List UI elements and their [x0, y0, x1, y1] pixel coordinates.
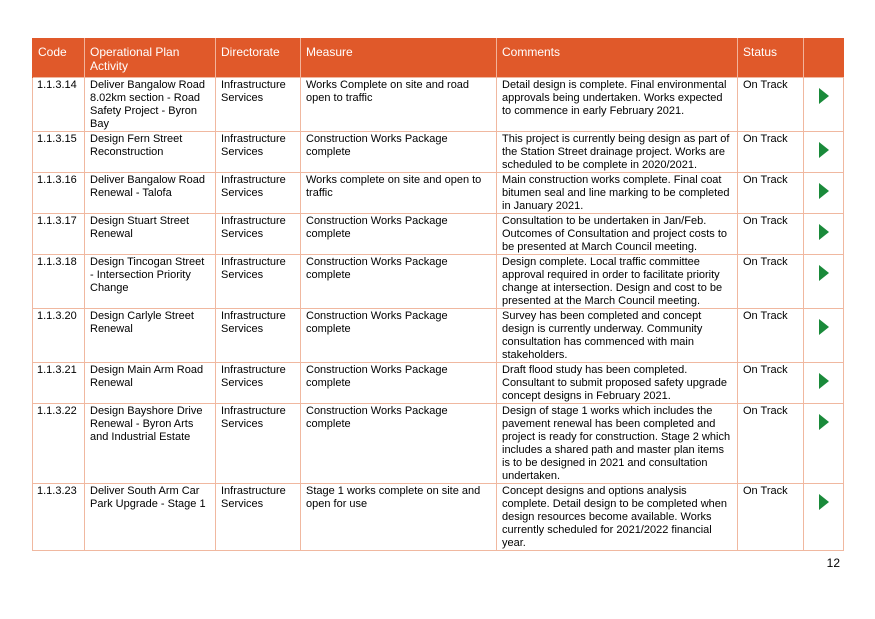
cell-directorate: Infrastructure Services [216, 363, 301, 404]
cell-activity: Design Carlyle Street Renewal [85, 309, 216, 363]
cell-action[interactable] [804, 255, 844, 309]
cell-directorate: Infrastructure Services [216, 132, 301, 173]
green-arrow-right-icon[interactable] [818, 494, 830, 510]
green-arrow-right-icon[interactable] [818, 319, 830, 335]
cell-action[interactable] [804, 214, 844, 255]
cell-comments: Concept designs and options analysis complete. Detail design to be completed when design resources become available. Works currently scheduled for 2021/2022 financial year. [497, 484, 738, 551]
cell-measure: Works complete on site and open to traffic [301, 173, 497, 214]
cell-action[interactable] [804, 363, 844, 404]
cell-measure: Construction Works Package complete [301, 255, 497, 309]
cell-action[interactable] [804, 132, 844, 173]
cell-status: On Track [738, 363, 804, 404]
header-status: Status [738, 38, 804, 78]
table-row [33, 404, 844, 484]
header-activity: Operational Plan Activity [85, 38, 216, 78]
cell-action[interactable] [804, 78, 844, 132]
cell-status: On Track [738, 309, 804, 363]
cell-directorate: Infrastructure Services [216, 404, 301, 484]
cell-comments: This project is currently being design as part of the Station Street drainage project. Works are scheduled to be complete in 2020/2021. [497, 132, 738, 173]
header-directorate: Directorate [216, 38, 301, 78]
cell-action[interactable] [804, 404, 844, 484]
cell-comments: Design complete. Local traffic committee approval required in order to facilitate priority change at intersection. Design and cost to be presented at the March Council meeting. [497, 255, 738, 309]
cell-code: 1.1.3.18 [33, 255, 85, 309]
cell-measure: Construction Works Package complete [301, 132, 497, 173]
cell-measure: Construction Works Package complete [301, 309, 497, 363]
header-comments: Comments [497, 38, 738, 78]
header-code: Code [33, 38, 85, 78]
cell-code: 1.1.3.22 [33, 404, 85, 484]
cell-measure: Construction Works Package complete [301, 214, 497, 255]
table-row [33, 309, 844, 363]
table-row [33, 484, 844, 551]
cell-code: 1.1.3.21 [33, 363, 85, 404]
table-row [33, 132, 844, 173]
green-arrow-right-icon[interactable] [818, 224, 830, 240]
cell-action[interactable] [804, 484, 844, 551]
cell-code: 1.1.3.14 [33, 78, 85, 132]
header-row [33, 38, 844, 78]
table-row [33, 173, 844, 214]
table-row [33, 78, 844, 132]
cell-code: 1.1.3.20 [33, 309, 85, 363]
cell-status: On Track [738, 173, 804, 214]
cell-activity: Design Tincogan Street - Intersection Priority Change [85, 255, 216, 309]
cell-directorate: Infrastructure Services [216, 255, 301, 309]
cell-activity: Design Main Arm Road Renewal [85, 363, 216, 404]
cell-measure: Stage 1 works complete on site and open for use [301, 484, 497, 551]
cell-comments: Design of stage 1 works which includes the pavement renewal has been completed and project is ready for construction. Stage 2 which includes a shared path and master plan items is to be designed in 2021 and consultation undertaken. [497, 404, 738, 484]
green-arrow-right-icon[interactable] [818, 265, 830, 281]
cell-status: On Track [738, 78, 804, 132]
cell-status: On Track [738, 132, 804, 173]
cell-comments: Draft flood study has been completed. Consultant to submit proposed safety upgrade concept designs in February 2021. [497, 363, 738, 404]
cell-comments: Detail design is complete. Final environmental approvals being undertaken. Works expected to commence in early February 2021. [497, 78, 738, 132]
green-arrow-right-icon[interactable] [818, 142, 830, 158]
cell-comments: Consultation to be undertaken in Jan/Feb. Outcomes of Consultation and project costs to be presented at March Council meeting. [497, 214, 738, 255]
cell-activity: Deliver Bangalow Road Renewal - Talofa [85, 173, 216, 214]
cell-status: On Track [738, 255, 804, 309]
green-arrow-right-icon[interactable] [818, 414, 830, 430]
table-body [33, 78, 844, 551]
table-row [33, 255, 844, 309]
cell-activity: Deliver South Arm Car Park Upgrade - Stage 1 [85, 484, 216, 551]
cell-comments: Main construction works complete. Final coat bitumen seal and line marking to be completed in January 2021. [497, 173, 738, 214]
cell-code: 1.1.3.15 [33, 132, 85, 173]
table-row [33, 214, 844, 255]
cell-measure: Construction Works Package complete [301, 404, 497, 484]
page-number: 12 [826, 556, 840, 570]
cell-comments: Survey has been completed and concept design is currently underway. Community consultation has commenced with main stakeholders. [497, 309, 738, 363]
cell-directorate: Infrastructure Services [216, 173, 301, 214]
table-row [33, 363, 844, 404]
cell-measure: Construction Works Package complete [301, 363, 497, 404]
cell-measure: Works Complete on site and road open to traffic [301, 78, 497, 132]
green-arrow-right-icon[interactable] [818, 88, 830, 104]
green-arrow-right-icon[interactable] [818, 373, 830, 389]
cell-activity: Design Fern Street Reconstruction [85, 132, 216, 173]
green-arrow-right-icon[interactable] [818, 183, 830, 199]
cell-activity: Design Bayshore Drive Renewal - Byron Arts and Industrial Estate [85, 404, 216, 484]
cell-activity: Deliver Bangalow Road 8.02km section - Road Safety Project - Byron Bay [85, 78, 216, 132]
cell-directorate: Infrastructure Services [216, 214, 301, 255]
cell-directorate: Infrastructure Services [216, 484, 301, 551]
cell-status: On Track [738, 214, 804, 255]
cell-action[interactable] [804, 309, 844, 363]
cell-code: 1.1.3.16 [33, 173, 85, 214]
header-action [804, 38, 844, 78]
cell-code: 1.1.3.17 [33, 214, 85, 255]
cell-activity: Design Stuart Street Renewal [85, 214, 216, 255]
cell-directorate: Infrastructure Services [216, 78, 301, 132]
cell-status: On Track [738, 484, 804, 551]
header-measure: Measure [301, 38, 497, 78]
cell-directorate: Infrastructure Services [216, 309, 301, 363]
operational-plan-table [32, 38, 844, 551]
table-header [33, 38, 844, 78]
cell-action[interactable] [804, 173, 844, 214]
cell-code: 1.1.3.23 [33, 484, 85, 551]
cell-status: On Track [738, 404, 804, 484]
